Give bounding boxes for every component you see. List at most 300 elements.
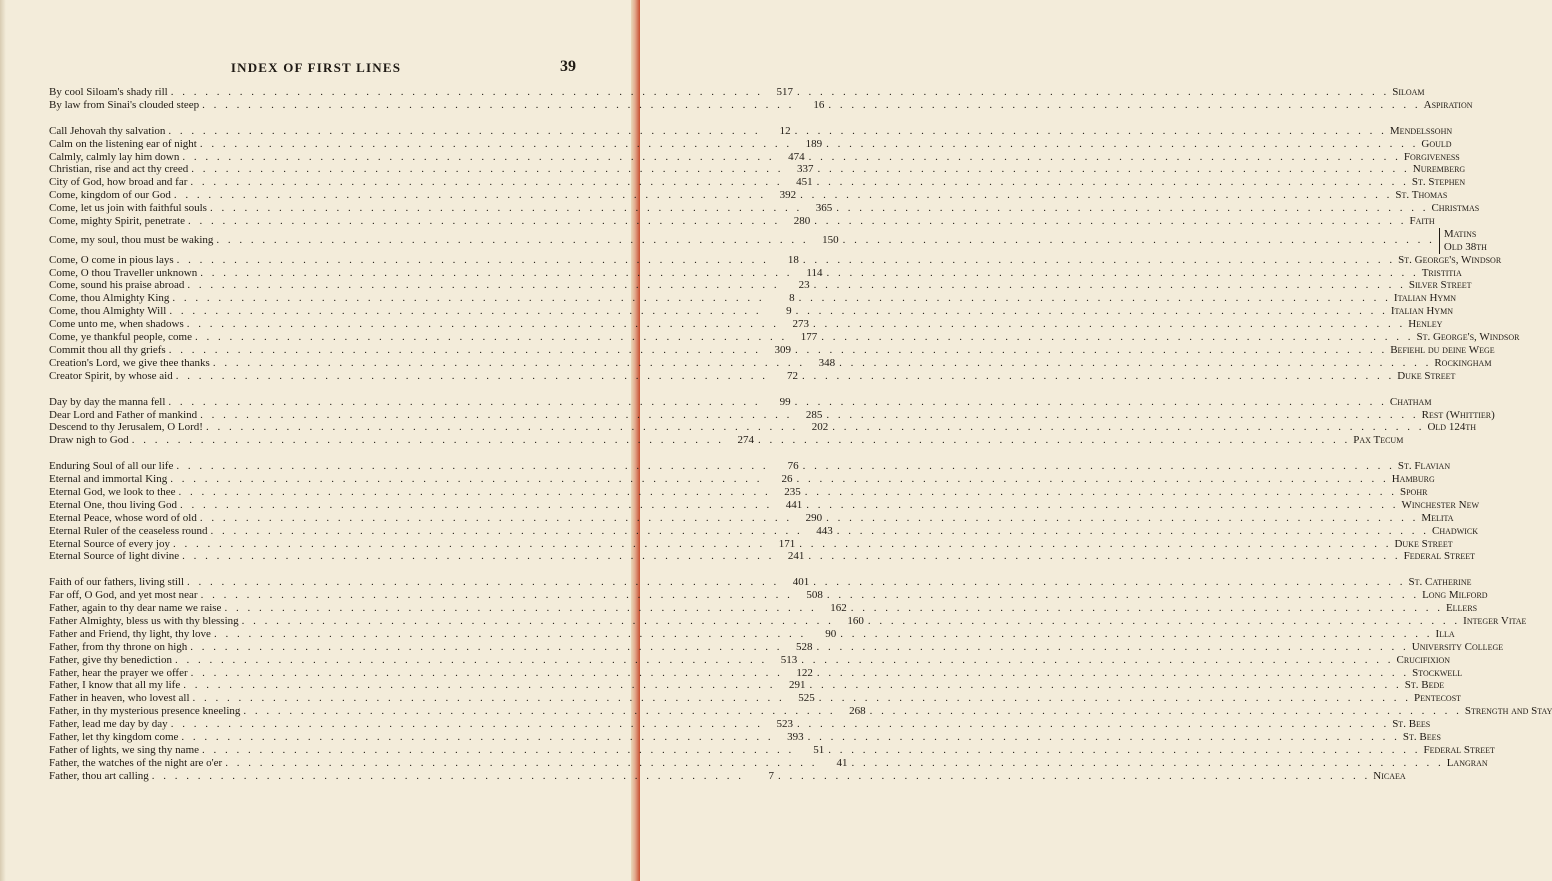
first-line: Father and Friend, thy light, thy love bbox=[49, 627, 211, 640]
tune-name: Old 124th bbox=[1427, 421, 1476, 434]
hymn-number: 150 bbox=[822, 234, 839, 247]
index-entry bbox=[49, 460, 1451, 473]
hymn-number: 273 bbox=[792, 318, 809, 331]
dot-leader: . . . . . . . . . . . . . . . . . . . . . . . . . . . . . . . . . . . . . . . . . . . . . . . . . . . . bbox=[817, 163, 1410, 176]
tune-name: Illa bbox=[1435, 627, 1455, 640]
index-entry bbox=[49, 331, 1520, 344]
tune-name: St. Bede bbox=[1404, 679, 1445, 692]
dot-leader: . . . . . . . . . . . . . . . . . . . . . . . . . . . . . . . . . . . . . . . . . . . . . . . . . . . . bbox=[210, 524, 803, 537]
dot-leader: . . . . . . . . . . . . . . . . . . . . . . . . . . . . . . . . . . . . . . . . . . . . . . . . . . . . bbox=[170, 473, 763, 486]
tune-name: Henley bbox=[1408, 318, 1443, 331]
hymn-number: 523 bbox=[776, 718, 793, 731]
dot-leader: . . . . . . . . . . . . . . . . . . . . . . . . . . . . . . . . . . . . . . . . . . . . . . . . . . . . bbox=[809, 679, 1402, 692]
tune-name: Rockingham bbox=[1434, 356, 1492, 369]
index-entry bbox=[49, 279, 1472, 292]
first-line: Father, from thy throne on high bbox=[49, 640, 188, 653]
dot-leader: . . . . . . . . . . . . . . . . . . . . . . . . . . . . . . . . . . . . . . . . . . . . . . . . . . . . bbox=[826, 511, 1419, 524]
tune-name: Melita bbox=[1421, 511, 1454, 524]
dot-leader: . . . . . . . . . . . . . . . . . . . . . . . . . . . . . . . . . . . . . . . . . . . . . . . . . . . . bbox=[194, 331, 788, 344]
dot-leader: . . . . . . . . . . . . . . . . . . . . . . . . . . . . . . . . . . . . . . . . . . . . . . . . . . . . bbox=[178, 485, 771, 498]
dot-leader: . . . . . . . . . . . . . . . . . . . . . . . . . . . . . . . . . . . . . . . . . . . . . . . . . . . . bbox=[190, 176, 783, 189]
dot-leader: . . . . . . . . . . . . . . . . . . . . . . . . . . . . . . . . . . . . . . . . . . . . . . . . . . . . bbox=[813, 576, 1406, 589]
index-entry bbox=[49, 666, 1463, 680]
hymn-number: 451 bbox=[796, 176, 813, 189]
dot-leader: . . . . . . . . . . . . . . . . . . . . . . . . . . . . . . . . . . . . . . . . . . . . . . . . . . . . bbox=[131, 434, 724, 447]
tune-name: Spohr bbox=[1399, 485, 1428, 498]
dot-leader: . . . . . . . . . . . . . . . . . . . . . . . . . . . . . . . . . . . . . . . . . . . . . . . . . . . . bbox=[183, 679, 776, 692]
hymn-number: 392 bbox=[779, 189, 797, 202]
first-line: Descend to thy Jerusalem, O Lord! bbox=[49, 421, 203, 434]
dot-leader: . . . . . . . . . . . . . . . . . . . . . . . . . . . . . . . . . . . . . . . . . . . . . . . . . . . . bbox=[808, 150, 1401, 163]
index-entry bbox=[49, 292, 1457, 305]
dot-leader: . . . . . . . . . . . . . . . . . . . . . . . . . . . . . . . . . . . . . . . . . . . . . . . . . . . . bbox=[168, 343, 761, 356]
page-left-edge bbox=[0, 0, 6, 881]
hymn-number: 309 bbox=[774, 343, 791, 356]
dot-leader: . . . . . . . . . . . . . . . . . . . . . . . . . . . . . . . . . . . . . . . . . . . . . . . . . . . . bbox=[806, 498, 1399, 511]
tune-name: Integer Vitae bbox=[1463, 614, 1527, 627]
dot-leader: . . . . . . . . . . . . . . . . . . . . . . . . . . . . . . . . . . . . . . . . . . . . . . . . . . . . bbox=[202, 98, 795, 111]
tune-name: Langran bbox=[1446, 756, 1488, 769]
dot-leader: . . . . . . . . . . . . . . . . . . . . . . . . . . . . . . . . . . . . . . . . . . . . . . . . . . . . bbox=[832, 421, 1425, 434]
index-entry bbox=[49, 408, 1495, 422]
tune-name: Aspiration bbox=[1423, 98, 1473, 111]
tune-name: Gould bbox=[1421, 137, 1452, 150]
index-entry bbox=[49, 627, 1455, 641]
hymn-number: 474 bbox=[788, 150, 805, 163]
hymn-number: 41 bbox=[836, 756, 848, 769]
dot-leader: . . . . . . . . . . . . . . . . . . . . . . . . . . . . . . . . . . . . . . . . . . . . . . . . . . . . bbox=[187, 576, 780, 589]
tune-name: Mendelssohn bbox=[1389, 124, 1453, 137]
first-line: Come, kingdom of our God bbox=[49, 189, 171, 202]
tune-name: Duke Street bbox=[1394, 537, 1453, 550]
index-entry bbox=[49, 511, 1454, 525]
index-entry bbox=[49, 730, 1441, 744]
dot-leader: . . . . . . . . . . . . . . . . . . . . . . . . . . . . . . . . . . . . . . . . . . . . . . . . . . . . bbox=[212, 356, 806, 369]
first-line: Come, let us join with faithful souls bbox=[49, 202, 207, 215]
first-line: Father of lights, we sing thy name bbox=[49, 743, 200, 756]
hymn-number: 285 bbox=[805, 408, 823, 421]
first-line: Father Almighty, bless us with thy blessing bbox=[49, 614, 239, 627]
tune-name: St. Bees bbox=[1392, 718, 1431, 731]
first-line: Eternal Source of every joy bbox=[49, 537, 170, 550]
dot-leader: . . . . . . . . . . . . . . . . . . . . . . . . . . . . . . . . . . . . . . . . . . . . . . . . . . . . bbox=[869, 705, 1462, 718]
index-entry bbox=[49, 692, 1462, 705]
first-line: Eternal Ruler of the ceaseless round bbox=[49, 524, 208, 537]
hymn-number: 90 bbox=[825, 627, 837, 640]
hymn-number: 16 bbox=[813, 98, 825, 111]
dot-leader: . . . . . . . . . . . . . . . . . . . . . . . . . . . . . . . . . . . . . . . . . . . . . . . . . . . . bbox=[176, 460, 769, 473]
first-line: Come, mighty Spirit, penetrate bbox=[49, 215, 185, 228]
dot-leader: . . . . . . . . . . . . . . . . . . . . . . . . . . . . . . . . . . . . . . . . . . . . . . . . . . . . bbox=[199, 511, 793, 524]
first-line: Father, lead me day by day bbox=[49, 718, 168, 731]
first-line: Eternal One, thou living God bbox=[49, 498, 178, 511]
index-entry bbox=[49, 305, 1453, 318]
tune-name: Siloam bbox=[1392, 86, 1425, 98]
first-line: Enduring Soul of all our life bbox=[49, 460, 174, 473]
tune-name: St. Bees bbox=[1402, 730, 1441, 743]
dot-leader: . . . . . . . . . . . . . . . . . . . . . . . . . . . . . . . . . . . . . . . . . . . . . . . . . . . . bbox=[200, 589, 793, 602]
first-line: Call Jehovah thy salvation bbox=[49, 124, 166, 137]
hymn-number: 525 bbox=[798, 692, 815, 705]
tune-name: Winchester New bbox=[1401, 498, 1480, 511]
dot-leader: . . . . . . . . . . . . . . . . . . . . . . . . . . . . . . . . . . . . . . . . . . . . . . . . . . . . bbox=[867, 614, 1461, 627]
hymn-number: 177 bbox=[800, 331, 818, 344]
dot-leader: . . . . . . . . . . . . . . . . . . . . . . . . . . . . . . . . . . . . . . . . . . . . . . . . . . . . bbox=[175, 369, 768, 382]
hymn-number: 443 bbox=[816, 524, 833, 537]
tune-name: Forgiveness bbox=[1403, 150, 1460, 163]
hymn-number: 160 bbox=[847, 614, 864, 627]
dot-leader: . . . . . . . . . . . . . . . . . . . . . . . . . . . . . . . . . . . . . . . . . . . . . . . . . . . . bbox=[172, 292, 765, 305]
hymn-number: 291 bbox=[788, 679, 806, 692]
dot-leader: . . . . . . . . . . . . . . . . . . . . . . . . . . . . . . . . . . . . . . . . . . . . . . . . . . . . bbox=[842, 234, 1435, 247]
dot-leader: . . . . . . . . . . . . . . . . . . . . . . . . . . . . . . . . . . . . . . . . . . . . . . . . . . . . bbox=[836, 524, 1430, 537]
tune-name: Long Milford bbox=[1422, 589, 1488, 602]
index-entry bbox=[49, 576, 1472, 589]
dot-leader: . . . . . . . . . . . . . . . . . . . . . . . . . . . . . . . . . . . . . . . . . . . . . . . . . . . . bbox=[808, 550, 1401, 563]
dot-leader: . . . . . . . . . . . . . . . . . . . . . . . . . . . . . . . . . . . . . . . . . . . . . . . . . . . . bbox=[801, 653, 1394, 666]
tune-name: St. Catherine bbox=[1408, 576, 1472, 589]
first-line: Father, thou art calling bbox=[49, 769, 149, 782]
index-entry bbox=[49, 253, 1502, 267]
dot-leader: . . . . . . . . . . . . . . . . . . . . . . . . . . . . . . . . . . . . . . . . . . . . . . . . . . . . bbox=[801, 369, 1395, 382]
hymn-number: 23 bbox=[798, 279, 810, 292]
dot-leader: . . . . . . . . . . . . . . . . . . . . . . . . . . . . . . . . . . . . . . . . . . . . . . . . . . . . bbox=[758, 434, 1351, 447]
index-entry bbox=[49, 318, 1443, 331]
dot-leader: . . . . . . . . . . . . . . . . . . . . . . . . . . . . . . . . . . . . . . . . . . . . . . . . . . . . bbox=[186, 318, 779, 331]
index-entry bbox=[49, 602, 1478, 615]
hymn-number: 9 bbox=[786, 305, 792, 318]
tune-name: Strength and Stay bbox=[1464, 705, 1552, 718]
tune-name: Faith bbox=[1409, 215, 1435, 228]
dot-leader: . . . . . . . . . . . . . . . . . . . . . . . . . . . . . . . . . . . . . . . . . . . . . . . . . . . . bbox=[799, 537, 1392, 550]
first-line: Creator Spirit, by whose aid bbox=[49, 369, 173, 382]
tune-name: Matins bbox=[1443, 227, 1477, 240]
first-line: Father, I know that all my life bbox=[49, 679, 181, 692]
first-line: Eternal Peace, whose word of old bbox=[49, 511, 197, 524]
hymn-number: 162 bbox=[830, 602, 847, 615]
dot-leader: . . . . . . . . . . . . . . . . . . . . . . . . . . . . . . . . . . . . . . . . . . . . . . . . . . . . bbox=[828, 98, 1421, 111]
first-line: Draw nigh to God bbox=[49, 434, 129, 447]
dot-leader: . . . . . . . . . . . . . . . . . . . . . . . . . . . . . . . . . . . . . . . . . . . . . . . . . . . . bbox=[169, 305, 762, 318]
index-entry bbox=[49, 524, 1479, 538]
dot-leader: . . . . . . . . . . . . . . . . . . . . . . . . . . . . . . . . . . . . . . . . . . . . . . . . . . . . bbox=[199, 137, 793, 150]
hymn-number: 348 bbox=[818, 356, 836, 369]
first-line: Christian, rise and act thy creed bbox=[49, 163, 189, 176]
tune-name: Duke Street bbox=[1397, 369, 1456, 382]
hymn-number: 393 bbox=[787, 730, 804, 743]
dot-leader: . . . . . . . . . . . . . . . . . . . . . . . . . . . . . . . . . . . . . . . . . . . . . . . . . . . . bbox=[839, 356, 1432, 369]
tune-name: Pax Tecum bbox=[1353, 434, 1404, 447]
dot-leader: . . . . . . . . . . . . . . . . . . . . . . . . . . . . . . . . . . . . . . . . . . . . . . . . . . . . bbox=[187, 279, 780, 292]
index-entry bbox=[49, 124, 1453, 138]
tune-name: Tristitia bbox=[1421, 266, 1462, 279]
first-line: Come, O thou Traveller unknown bbox=[49, 266, 198, 279]
index-entry bbox=[49, 137, 1452, 151]
dot-leader: . . . . . . . . . . . . . . . . . . . . . . . . . . . . . . . . . . . . . . . . . . . . . . . . . . . . bbox=[794, 343, 1388, 356]
first-line: Far off, O God, and yet most near bbox=[49, 589, 198, 602]
hymn-number: 189 bbox=[805, 137, 823, 150]
index-entry bbox=[49, 86, 1425, 99]
first-line: Father, in thy mysterious presence kneeling bbox=[49, 705, 241, 718]
dot-leader: . . . . . . . . . . . . . . . . . . . . . . . . . . . . . . . . . . . . . . . . . . . . . . . . . . . . bbox=[174, 653, 768, 666]
index-entry bbox=[49, 589, 1488, 602]
first-line: Dear Lord and Father of mankind bbox=[49, 408, 198, 421]
tune-name: Hamburg bbox=[1391, 473, 1435, 486]
dot-leader: . . . . . . . . . . . . . . . . . . . . . . . . . . . . . . . . . . . . . . . . . . . . . . . . . . . . bbox=[170, 86, 763, 98]
index-entry bbox=[49, 498, 1480, 512]
first-line: By cool Siloam's shady rill bbox=[49, 86, 168, 98]
dot-leader: . . . . . . . . . . . . . . . . . . . . . . . . . . . . . . . . . . . . . . . . . . . . . . . . . . . . bbox=[209, 202, 803, 215]
index-entry bbox=[49, 718, 1431, 731]
hymn-number: 51 bbox=[813, 743, 825, 756]
first-line: Come, ye thankful people, come bbox=[49, 331, 192, 344]
tune-name: University College bbox=[1411, 640, 1504, 653]
dot-leader: . . . . . . . . . . . . . . . . . . . . . . . . . . . . . . . . . . . . . . . . . . . . . . . . . . . . bbox=[173, 189, 767, 202]
hymn-number: 76 bbox=[787, 460, 799, 473]
tune-name: Federal Street bbox=[1403, 550, 1476, 563]
dot-leader: . . . . . . . . . . . . . . . . . . . . . . . . . . . . . . . . . . . . . . . . . . . . . . . . . . . . bbox=[826, 266, 1419, 279]
dot-leader: . . . . . . . . . . . . . . . . . . . . . . . . . . . . . . . . . . . . . . . . . . . . . . . . . . . . bbox=[168, 124, 761, 137]
hymn-number: 290 bbox=[805, 511, 823, 524]
hymn-number: 18 bbox=[787, 253, 799, 266]
dot-leader: . . . . . . . . . . . . . . . . . . . . . . . . . . . . . . . . . . . . . . . . . . . . . . . . . . . . bbox=[818, 692, 1412, 705]
dot-leader: . . . . . . . . . . . . . . . . . . . . . . . . . . . . . . . . . . . . . . . . . . . . . . . . . . . . bbox=[176, 253, 769, 266]
dot-leader: . . . . . . . . . . . . . . . . . . . . . . . . . . . . . . . . . . . . . . . . . . . . . . . . . . . . bbox=[180, 498, 773, 511]
dot-leader: . . . . . . . . . . . . . . . . . . . . . . . . . . . . . . . . . . . . . . . . . . . . . . . . . . . . bbox=[807, 730, 1400, 743]
index-entry bbox=[49, 679, 1445, 692]
dot-leader: . . . . . . . . . . . . . . . . . . . . . . . . . . . . . . . . . . . . . . . . . . . . . . . . . . . . bbox=[181, 730, 774, 743]
tune-name: Chadwick bbox=[1432, 524, 1479, 537]
hymn-number: 441 bbox=[785, 498, 803, 511]
index-section bbox=[49, 576, 1552, 782]
first-line: Faith of our fathers, living still bbox=[49, 576, 185, 589]
tune-name: Old 38th bbox=[1443, 240, 1487, 253]
dot-leader: . . . . . . . . . . . . . . . . . . . . . . . . . . . . . . . . . . . . . . . . . . . . . . . . . . . . bbox=[802, 460, 1395, 473]
dot-leader: . . . . . . . . . . . . . . . . . . . . . . . . . . . . . . . . . . . . . . . . . . . . . . . . . . . . bbox=[170, 718, 763, 731]
dot-leader: . . . . . . . . . . . . . . . . . . . . . . . . . . . . . . . . . . . . . . . . . . . . . . . . . . . . bbox=[187, 215, 781, 228]
hymn-number: 202 bbox=[811, 421, 829, 434]
first-line: Come, my soul, thou must be waking bbox=[49, 234, 214, 247]
tune-name: Befiehl du deine Wege bbox=[1390, 343, 1495, 356]
index-entry bbox=[49, 356, 1492, 370]
first-line: Father, the watches of the night are o'er bbox=[49, 756, 223, 769]
dot-leader: . . . . . . . . . . . . . . . . . . . . . . . . . . . . . . . . . . . . . . . . . . . . . . . . . . . . bbox=[216, 234, 809, 247]
index-entry bbox=[49, 215, 1435, 228]
hymn-number: 280 bbox=[793, 215, 811, 228]
dot-leader: . . . . . . . . . . . . . . . . . . . . . . . . . . . . . . . . . . . . . . . . . . . . . . . . . . . . bbox=[795, 305, 1388, 318]
dot-leader: . . . . . . . . . . . . . . . . . . . . . . . . . . . . . . . . . . . . . . . . . . . . . . . . . . . . bbox=[796, 86, 1390, 98]
index-entry bbox=[49, 98, 1473, 112]
dot-leader: . . . . . . . . . . . . . . . . . . . . . . . . . . . . . . . . . . . . . . . . . . . . . . . . . . . . bbox=[794, 124, 1387, 137]
dot-leader: . . . . . . . . . . . . . . . . . . . . . . . . . . . . . . . . . . . . . . . . . . . . . . . . . . . . bbox=[826, 589, 1420, 602]
first-line: Eternal Source of light divine bbox=[49, 550, 180, 563]
dot-leader: . . . . . . . . . . . . . . . . . . . . . . . . . . . . . . . . . . . . . . . . . . . . . . . . . . . . bbox=[205, 421, 799, 434]
index-entry bbox=[49, 473, 1435, 486]
hymn-number: 513 bbox=[780, 653, 798, 666]
dot-leader: . . . . . . . . . . . . . . . . . . . . . . . . . . . . . . . . . . . . . . . . . . . . . . . . . . . . bbox=[241, 614, 834, 627]
dot-leader: . . . . . . . . . . . . . . . . . . . . . . . . . . . . . . . . . . . . . . . . . . . . . . . . . . . . bbox=[190, 666, 783, 679]
index-entry bbox=[49, 640, 1504, 654]
dot-leader: . . . . . . . . . . . . . . . . . . . . . . . . . . . . . . . . . . . . . . . . . . . . . . . . . . . . bbox=[816, 640, 1409, 653]
index-entry bbox=[49, 550, 1476, 563]
dot-leader: . . . . . . . . . . . . . . . . . . . . . . . . . . . . . . . . . . . . . . . . . . . . . . . . . . . . bbox=[192, 692, 785, 705]
hymn-number: 274 bbox=[737, 434, 754, 447]
index-entry bbox=[49, 653, 1451, 667]
tune-name: St. Stephen bbox=[1411, 176, 1466, 189]
dot-leader: . . . . . . . . . . . . . . . . . . . . . . . . . . . . . . . . . . . . . . . . . . . . . . . . . . . . bbox=[828, 743, 1421, 756]
index-entry bbox=[49, 769, 1406, 783]
dot-leader: . . . . . . . . . . . . . . . . . . . . . . . . . . . . . . . . . . . . . . . . . . . . . . . . . . . . bbox=[182, 150, 775, 163]
hymn-number: 7 bbox=[768, 769, 775, 782]
first-line: Father, give thy benediction bbox=[49, 653, 172, 666]
dot-leader: . . . . . . . . . . . . . . . . . . . . . . . . . . . . . . . . . . . . . . . . . . . . . . . . . . . . bbox=[850, 602, 1443, 615]
dot-leader: . . . . . . . . . . . . . . . . . . . . . . . . . . . . . . . . . . . . . . . . . . . . . . . . . . . . bbox=[816, 666, 1410, 679]
first-line: Commit thou all thy griefs bbox=[49, 343, 166, 356]
tune-name: Rest (Whittier) bbox=[1421, 408, 1495, 421]
hymn-number: 26 bbox=[781, 473, 793, 486]
dot-leader: . . . . . . . . . . . . . . . . . . . . . . . . . . . . . . . . . . . . . . . . . . . . . . . . . . . . bbox=[826, 137, 1419, 150]
dot-leader: . . . . . . . . . . . . . . . . . . . . . . . . . . . . . . . . . . . . . . . . . . . . . . . . . . . . bbox=[836, 202, 1429, 215]
tune-name: St. George's, Windsor bbox=[1398, 253, 1502, 266]
hymn-number: 72 bbox=[786, 369, 798, 382]
index-entry bbox=[49, 705, 1552, 718]
tune-name: Chatham bbox=[1389, 395, 1432, 408]
tune-name: Crucifixion bbox=[1396, 653, 1451, 666]
tune-name: St. Flavian bbox=[1397, 460, 1451, 473]
dot-leader: . . . . . . . . . . . . . . . . . . . . . . . . . . . . . . . . . . . . . . . . . . . . . . . . . . . . bbox=[821, 331, 1414, 344]
tune-name: Italian Hymn bbox=[1393, 292, 1457, 305]
dot-leader: . . . . . . . . . . . . . . . . . . . . . . . . . . . . . . . . . . . . . . . . . . . . . . . . . . . . bbox=[851, 756, 1444, 769]
first-line: Father in heaven, who lovest all bbox=[49, 692, 190, 705]
dot-leader: . . . . . . . . . . . . . . . . . . . . . . . . . . . . . . . . . . . . . . . . . . . . . . . . . . . . bbox=[816, 176, 1409, 189]
first-line: Come unto me, when shadows bbox=[49, 318, 184, 331]
index-entry bbox=[49, 614, 1527, 628]
first-line: Father, again to thy dear name we raise bbox=[49, 602, 222, 615]
dot-leader: . . . . . . . . . . . . . . . . . . . . . . . . . . . . . . . . . . . . . . . . . . . . . . . . . . . . bbox=[151, 769, 745, 782]
hymn-number: 235 bbox=[784, 485, 801, 498]
tune-name: Christmas bbox=[1431, 202, 1480, 215]
index-entry bbox=[49, 756, 1488, 770]
index-entry bbox=[49, 227, 1487, 254]
hymn-number: 517 bbox=[776, 86, 793, 98]
dot-leader: . . . . . . . . . . . . . . . . . . . . . . . . . . . . . . . . . . . . . . . . . . . . . . . . . . . . bbox=[190, 640, 783, 653]
dot-leader: . . . . . . . . . . . . . . . . . . . . . . . . . . . . . . . . . . . . . . . . . . . . . . . . . . . . bbox=[172, 537, 766, 550]
dot-leader: . . . . . . . . . . . . . . . . . . . . . . . . . . . . . . . . . . . . . . . . . . . . . . . . . . . . bbox=[812, 318, 1406, 331]
dot-leader: . . . . . . . . . . . . . . . . . . . . . . . . . . . . . . . . . . . . . . . . . . . . . . . . . . . . bbox=[200, 408, 793, 421]
first-line: Creation's Lord, we give thee thanks bbox=[49, 356, 210, 369]
dot-leader: . . . . . . . . . . . . . . . . . . . . . . . . . . . . . . . . . . . . . . . . . . . . . . . . . . . . bbox=[813, 279, 1406, 292]
tune-name: Ellers bbox=[1445, 602, 1478, 615]
tune-name: Pentecost bbox=[1414, 692, 1462, 705]
dot-leader: . . . . . . . . . . . . . . . . . . . . . . . . . . . . . . . . . . . . . . . . . . . . . . . . . . . . bbox=[182, 550, 775, 563]
index-entry bbox=[49, 485, 1428, 499]
dot-leader: . . . . . . . . . . . . . . . . . . . . . . . . . . . . . . . . . . . . . . . . . . . . . . . . . . . . bbox=[224, 602, 817, 615]
dot-leader: . . . . . . . . . . . . . . . . . . . . . . . . . . . . . . . . . . . . . . . . . . . . . . . . . . . . bbox=[778, 769, 1371, 782]
index-entry bbox=[49, 743, 1495, 757]
dot-leader: . . . . . . . . . . . . . . . . . . . . . . . . . . . . . . . . . . . . . . . . . . . . . . . . . . . . bbox=[794, 395, 1387, 408]
index-entry bbox=[49, 150, 1460, 164]
dot-leader: . . . . . . . . . . . . . . . . . . . . . . . . . . . . . . . . . . . . . . . . . . . . . . . . . . . . bbox=[804, 485, 1397, 498]
dot-leader: . . . . . . . . . . . . . . . . . . . . . . . . . . . . . . . . . . . . . . . . . . . . . . . . . . . . bbox=[243, 705, 836, 718]
first-line: Come, sound his praise abroad bbox=[49, 279, 185, 292]
dot-leader: . . . . . . . . . . . . . . . . . . . . . . . . . . . . . . . . . . . . . . . . . . . . . . . . . . . . bbox=[798, 292, 1391, 305]
tune-name: Silver Street bbox=[1408, 279, 1472, 292]
first-line: Day by day the manna fell bbox=[49, 395, 166, 408]
tune-name-group bbox=[1439, 228, 1487, 254]
dot-leader: . . . . . . . . . . . . . . . . . . . . . . . . . . . . . . . . . . . . . . . . . . . . . . . . . . . . bbox=[796, 718, 1390, 731]
hymn-number: 12 bbox=[779, 124, 791, 137]
index-entry bbox=[49, 537, 1453, 551]
index-section bbox=[49, 460, 1480, 563]
index-entry bbox=[49, 421, 1476, 434]
index-list bbox=[49, 86, 1552, 796]
hymn-number: 241 bbox=[787, 550, 805, 563]
index-entry bbox=[49, 176, 1466, 189]
first-line: Come, thou Almighty King bbox=[49, 292, 170, 305]
index-section bbox=[49, 86, 1473, 112]
hymn-number: 171 bbox=[778, 537, 796, 550]
index-section bbox=[49, 395, 1495, 448]
dot-leader: . . . . . . . . . . . . . . . . . . . . . . . . . . . . . . . . . . . . . . . . . . . . . . . . . . . . bbox=[840, 627, 1433, 640]
index-entry bbox=[49, 369, 1456, 383]
dot-leader: . . . . . . . . . . . . . . . . . . . . . . . . . . . . . . . . . . . . . . . . . . . . . . . . . . . . bbox=[202, 743, 795, 756]
first-line: Calm on the listening ear of night bbox=[49, 137, 197, 150]
first-line: Father, let thy kingdom come bbox=[49, 730, 179, 743]
dot-leader: . . . . . . . . . . . . . . . . . . . . . . . . . . . . . . . . . . . . . . . . . . . . . . . . . . . . bbox=[168, 395, 761, 408]
tune-name: Italian Hymn bbox=[1390, 305, 1453, 318]
hymn-number: 8 bbox=[789, 292, 795, 305]
hymn-number: 401 bbox=[792, 576, 810, 589]
dot-leader: . . . . . . . . . . . . . . . . . . . . . . . . . . . . . . . . . . . . . . . . . . . . . . . . . . . . bbox=[800, 189, 1393, 202]
hymn-number: 528 bbox=[796, 640, 813, 653]
hymn-number: 114 bbox=[806, 266, 823, 279]
tune-name: St. George's, Windsor bbox=[1416, 331, 1520, 344]
dot-leader: . . . . . . . . . . . . . . . . . . . . . . . . . . . . . . . . . . . . . . . . . . . . . . . . . . . . bbox=[191, 163, 784, 176]
hymn-number: 508 bbox=[806, 589, 823, 602]
dot-leader: . . . . . . . . . . . . . . . . . . . . . . . . . . . . . . . . . . . . . . . . . . . . . . . . . . . . bbox=[200, 266, 793, 279]
tune-name: Federal Street bbox=[1423, 743, 1495, 756]
first-line: Calmly, calmly lay him down bbox=[49, 150, 180, 163]
page-title: INDEX OF FIRST LINES bbox=[230, 60, 402, 75]
first-line: By law from Sinai's clouded steep bbox=[49, 98, 200, 111]
index-entry bbox=[49, 395, 1432, 409]
first-line: Father, hear the prayer we offer bbox=[49, 666, 188, 679]
hymn-number: 99 bbox=[779, 395, 791, 408]
first-line: Eternal God, we look to thee bbox=[49, 485, 176, 498]
first-line: Come, thou Almighty Will bbox=[49, 305, 167, 318]
tune-name: St. Thomas bbox=[1395, 189, 1448, 202]
first-line: Eternal and immortal King bbox=[49, 473, 168, 486]
first-line: City of God, how broad and far bbox=[49, 176, 188, 189]
dot-leader: . . . . . . . . . . . . . . . . . . . . . . . . . . . . . . . . . . . . . . . . . . . . . . . . . . . . bbox=[802, 253, 1396, 266]
index-entry bbox=[49, 189, 1448, 202]
tune-name: Nuremberg bbox=[1412, 163, 1466, 176]
index-entry bbox=[49, 163, 1466, 176]
index-entry bbox=[49, 434, 1404, 447]
hymn-number: 337 bbox=[797, 163, 814, 176]
hymn-number: 365 bbox=[815, 202, 833, 215]
page-number: 39 bbox=[560, 58, 576, 75]
hymn-number: 122 bbox=[796, 666, 813, 679]
dot-leader: . . . . . . . . . . . . . . . . . . . . . . . . . . . . . . . . . . . . . . . . . . . . . . . . . . . . bbox=[814, 215, 1407, 228]
tune-name: Nicaea bbox=[1373, 769, 1406, 782]
dot-leader: . . . . . . . . . . . . . . . . . . . . . . . . . . . . . . . . . . . . . . . . . . . . . . . . . . . . bbox=[826, 408, 1419, 421]
hymn-number: 268 bbox=[849, 705, 866, 718]
index-entry bbox=[49, 202, 1480, 215]
first-line: Come, O come in pious lays bbox=[49, 253, 174, 266]
index-entry bbox=[49, 266, 1462, 280]
tune-name: Stockwell bbox=[1412, 666, 1463, 679]
